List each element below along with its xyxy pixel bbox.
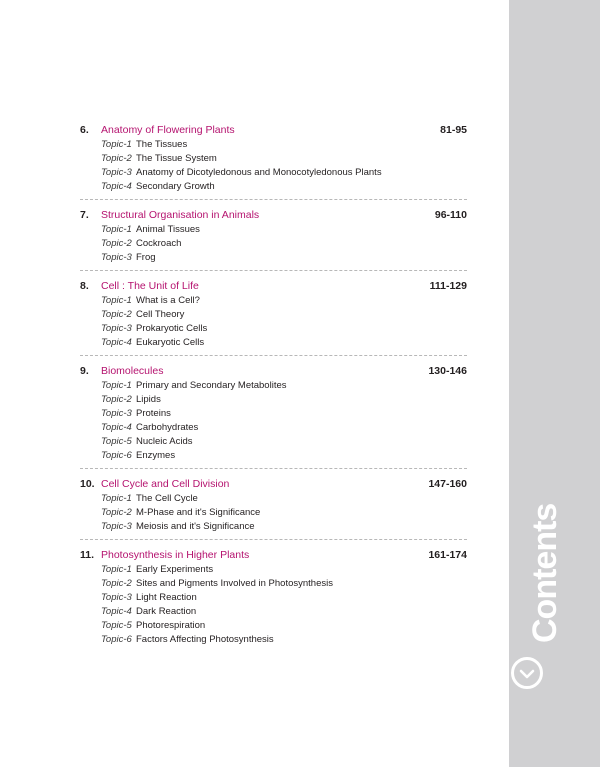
topic-row[interactable] [80, 407, 467, 421]
topic-row[interactable] [80, 294, 467, 308]
chapter-page-range: 96-110 [434, 209, 467, 221]
topic-label: Topic-1 [101, 493, 132, 504]
topic-row[interactable] [80, 577, 467, 591]
topic-label: Topic-6 [101, 450, 132, 461]
chapter-number: 10. [80, 478, 95, 490]
topic-row[interactable] [80, 379, 467, 393]
topic-name: The Tissue System [136, 153, 217, 164]
topic-row[interactable] [80, 633, 467, 647]
topic-label: Topic-4 [101, 606, 132, 617]
topic-label: Topic-4 [101, 181, 132, 192]
chevron-right-circle-icon [511, 657, 543, 689]
topic-name: Enzymes [136, 450, 176, 461]
chapter-title[interactable]: Biomolecules [101, 365, 164, 377]
topic-label: Topic-3 [101, 167, 132, 178]
topic-name: Sites and Pigments Involved in Photosynthesis [136, 578, 333, 589]
chapter-title[interactable]: Anatomy of Flowering Plants [101, 124, 235, 136]
chapter-entry [80, 468, 467, 539]
topic-name: Cell Theory [136, 309, 185, 320]
topic-name: Carbohydrates [136, 422, 199, 433]
chapter-heading[interactable] [80, 547, 467, 563]
topic-label: Topic-2 [101, 238, 132, 249]
topic-name: Secondary Growth [136, 181, 215, 192]
topic-row[interactable] [80, 237, 467, 251]
chapter-number: 9. [80, 365, 89, 377]
topic-name: Meiosis and it's Significance [136, 521, 255, 532]
topic-name: Cockroach [136, 238, 182, 249]
topic-name: Primary and Secondary Metabolites [136, 380, 287, 391]
topic-name: Photorespiration [136, 620, 206, 631]
topic-name: Eukaryotic Cells [136, 337, 205, 348]
topic-label: Topic-6 [101, 634, 132, 645]
topic-row[interactable] [80, 336, 467, 350]
topic-row[interactable] [80, 520, 467, 534]
topic-label: Topic-1 [101, 564, 132, 575]
topic-label: Topic-3 [101, 521, 132, 532]
chapter-number: 7. [80, 209, 89, 221]
topic-name: Light Reaction [136, 592, 197, 603]
topic-label: Topic-2 [101, 309, 132, 320]
chapter-heading[interactable] [80, 207, 467, 223]
chapter-title[interactable]: Cell Cycle and Cell Division [101, 478, 230, 490]
topic-row[interactable] [80, 223, 467, 237]
topic-row[interactable] [80, 591, 467, 605]
topic-row[interactable] [80, 563, 467, 577]
topic-label: Topic-5 [101, 436, 132, 447]
topic-name: Dark Reaction [136, 606, 197, 617]
chapter-heading[interactable] [80, 476, 467, 492]
chapter-title[interactable]: Structural Organisation in Animals [101, 209, 260, 221]
topic-row[interactable] [80, 605, 467, 619]
topic-name: What is a Cell? [136, 295, 200, 306]
topic-name: Factors Affecting Photosynthesis [136, 634, 274, 645]
chapter-title[interactable]: Photosynthesis in Higher Plants [101, 549, 250, 561]
contents-side-tab [509, 0, 600, 767]
topic-row[interactable] [80, 421, 467, 435]
topic-name: Prokaryotic Cells [136, 323, 208, 334]
chapter-entry [80, 539, 467, 652]
chapter-heading[interactable] [80, 278, 467, 294]
topic-name: The Tissues [136, 139, 188, 150]
topic-name: Lipids [136, 394, 161, 405]
topic-label: Topic-3 [101, 592, 132, 603]
topic-row[interactable] [80, 449, 467, 463]
topic-label: Topic-4 [101, 422, 132, 433]
topic-label: Topic-1 [101, 224, 132, 235]
topic-row[interactable] [80, 138, 467, 152]
topic-label: Topic-3 [101, 408, 132, 419]
topic-row[interactable] [80, 492, 467, 506]
topic-label: Topic-2 [101, 507, 132, 518]
topic-label: Topic-2 [101, 153, 132, 164]
topic-row[interactable] [80, 619, 467, 633]
topic-label: Topic-4 [101, 337, 132, 348]
topic-label: Topic-1 [101, 380, 132, 391]
chapter-heading[interactable] [80, 363, 467, 379]
topic-row[interactable] [80, 435, 467, 449]
chapter-page-range: 161-174 [428, 549, 467, 561]
topic-name: Frog [136, 252, 156, 263]
topic-label: Topic-2 [101, 394, 132, 405]
topic-name: Proteins [136, 408, 171, 419]
chapter-entry [80, 270, 467, 355]
chapter-number: 6. [80, 124, 89, 136]
topic-name: The Cell Cycle [136, 493, 198, 504]
chapter-entry [80, 199, 467, 270]
chapter-number: 11. [80, 549, 95, 561]
topic-row[interactable] [80, 251, 467, 265]
topic-label: Topic-3 [101, 252, 132, 263]
topic-name: Animal Tissues [136, 224, 200, 235]
topic-row[interactable] [80, 166, 467, 180]
chapter-page-range: 81-95 [440, 124, 467, 136]
topic-name: Anatomy of Dicotyledonous and Monocotyledonous Plants [136, 167, 382, 178]
topic-label: Topic-2 [101, 578, 132, 589]
chapter-number: 8. [80, 280, 89, 292]
topic-label: Topic-5 [101, 620, 132, 631]
topic-label: Topic-3 [101, 323, 132, 334]
topic-row[interactable] [80, 308, 467, 322]
topic-name: Early Experiments [136, 564, 214, 575]
chapter-title[interactable]: Cell : The Unit of Life [101, 280, 199, 292]
topic-label: Topic-1 [101, 139, 132, 150]
topic-row[interactable] [80, 322, 467, 336]
chapter-heading[interactable] [80, 122, 467, 138]
topic-label: Topic-1 [101, 295, 132, 306]
chapter-page-range: 130-146 [428, 365, 467, 377]
chapter-page-range: 111-129 [429, 280, 467, 292]
chapter-entry [80, 122, 467, 199]
topic-row[interactable] [80, 393, 467, 407]
contents-tab-title: Contents [526, 503, 564, 643]
chapter-page-range: 147-160 [428, 478, 467, 490]
chapter-entry [80, 355, 467, 468]
topic-row[interactable] [80, 180, 467, 194]
topic-row[interactable] [80, 506, 467, 520]
table-of-contents [80, 122, 467, 652]
topic-row[interactable] [80, 152, 467, 166]
topic-name: Nucleic Acids [136, 436, 193, 447]
topic-name: M-Phase and it's Significance [136, 507, 261, 518]
